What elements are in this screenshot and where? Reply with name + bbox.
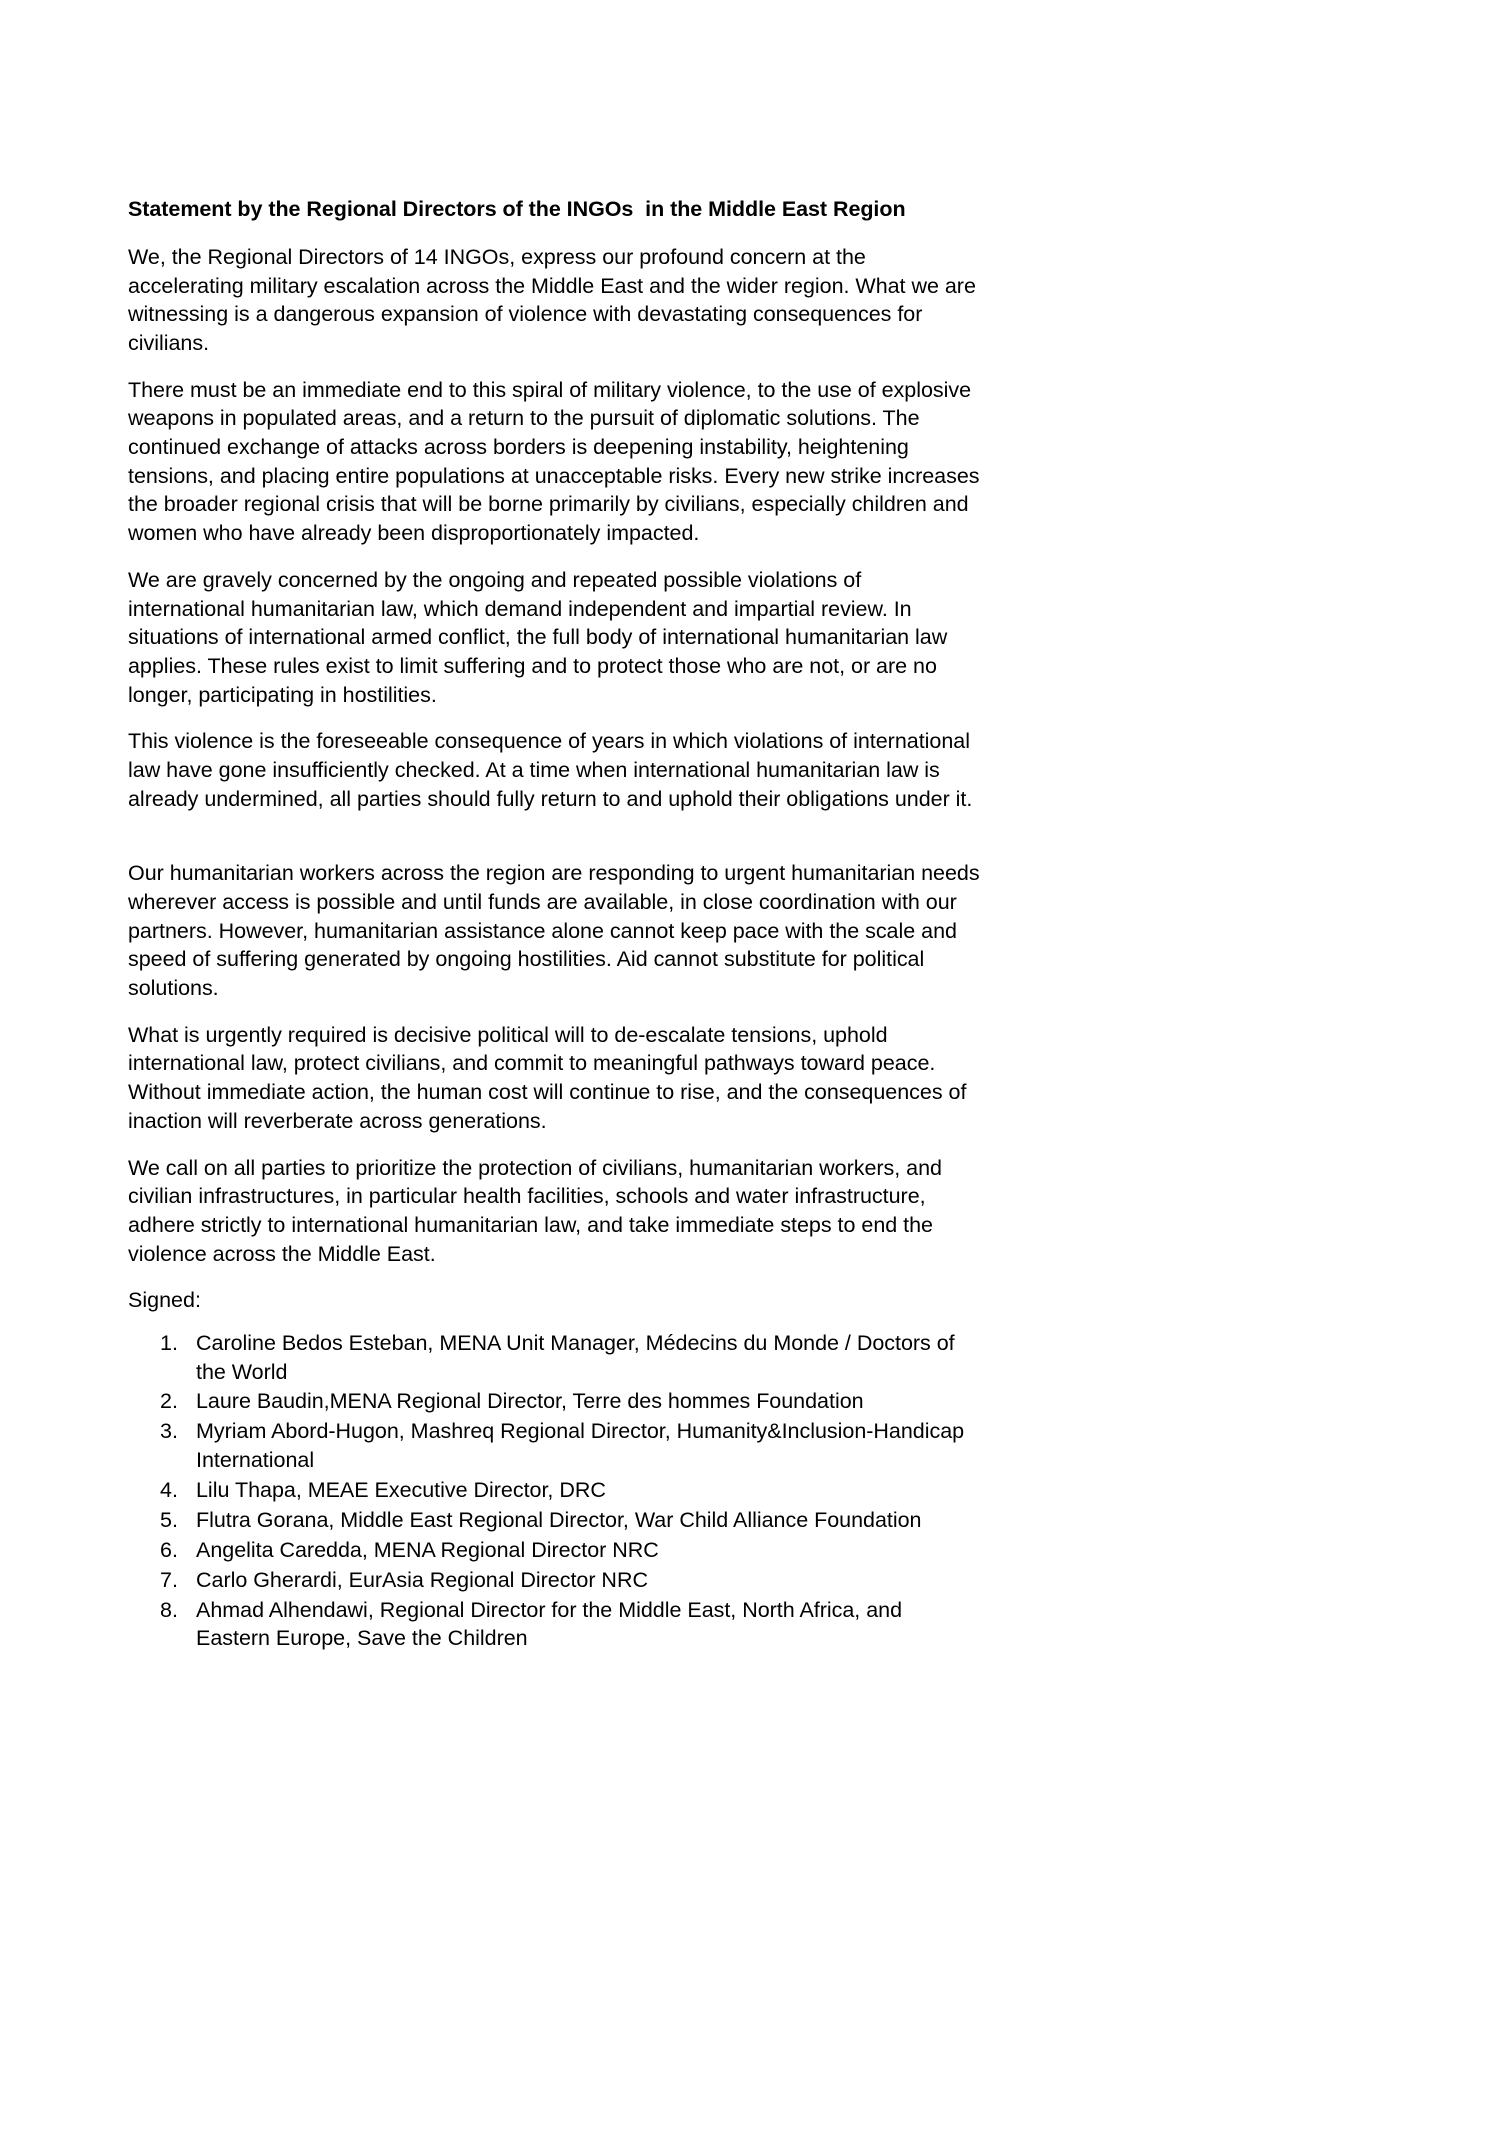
signatory-name: Laure Baudin,MENA Regional Director, Terre des hommes Foundation [196,1389,864,1414]
paragraph-foreseeable-consequence: This violence is the foreseeable consequence of years in which violations of international law have gone insufficiently checked. At a time when international humanitarian law is already undermined, all parties should fully return to and uphold their obligations under it. [128,729,973,811]
document-body [128,196,980,1654]
paragraph-ihl-violations: We are gravely concerned by the ongoing and repeated possible violations of international humanitarian law, which demand independent and impartial review. In situations of international armed conflict, the full body of international humanitarian law applies. These rules exist to limit suffering and to protect those who are not, or are no longer, participating in hostilities. [128,567,948,707]
paragraph-humanitarian-workers: Our humanitarian workers across the region are responding to urgent humanitarian needs wherever access is possible and until funds are available, in close coordination with our partners. However, humanitarian assistance alone cannot keep pace with the scale and speed of suffering generated by ongoing hostilities. Aid cannot substitute for political solutions. [128,861,980,1001]
list-item [128,1476,980,1505]
list-item [128,1506,980,1535]
list-item [128,1417,980,1474]
signatory-name: Myriam Abord-Hugon, Mashreq Regional Director, Humanity&Inclusion-Handicap International [196,1419,965,1472]
signatory-name: Lilu Thapa, MEAE Executive Director, DRC [196,1477,606,1502]
signed-label: Signed: [128,1288,201,1313]
list-item [128,1596,980,1653]
list-item [128,1387,980,1416]
signatory-name: Caroline Bedos Esteban, MENA Unit Manager, Médecins du Monde / Doctors of the World [196,1330,955,1384]
page-title: Statement by the Regional Directors of the INGOs in the Middle East Region [128,197,906,221]
list-item [128,1329,980,1386]
paragraph-immediate-end: There must be an immediate end to this spiral of military violence, to the use of explosive weapons in populated areas, and a return to the pursuit of diplomatic solutions. The continued exchange of attacks across borders is deepening instability, heightening tensions, and placing entire populations at unacceptable risks. Every new strike increases the broader regional crisis that will be borne primarily by civilians, especially children and women who have already been disproportionately impacted. [128,377,980,546]
signatory-list [128,1329,980,1653]
signatory-name: Ahmad Alhendawi, Regional Director for the Middle East, North Africa, and Eastern Europe, Save the Children [196,1597,903,1651]
paragraph-call-to-action: We call on all parties to prioritize the protection of civilians, humanitarian workers, and civilian infrastructures, in particular health facilities, schools and water infrastructure, adhere strictly to international humanitarian law, and take immediate steps to end the violence across the Middle East. [128,1155,942,1266]
paragraph-political-will: What is urgently required is decisive political will to de-escalate tensions, uphold international law, protect civilians, and commit to meaningful pathways toward peace. Without immediate action, the human cost will continue to rise, and the consequences of inaction will reverberate across generations. [128,1022,967,1133]
paragraph-opening-concern: We, the Regional Directors of 14 INGOs, express our profound concern at the accelerating military escalation across the Middle East and the wider region. What we are witnessing is a dangerous expansion of violence with devastating consequences for civilians. [128,244,976,355]
signatory-name: Angelita Caredda, MENA Regional Director NRC [196,1537,659,1562]
list-item [128,1536,980,1565]
paragraph-spacer [128,831,980,859]
list-item [128,1566,980,1595]
signatory-name: Flutra Gorana, Middle East Regional Director, War Child Alliance Foundation [196,1507,922,1532]
signatory-name: Carlo Gherardi, EurAsia Regional Director NRC [196,1567,648,1592]
